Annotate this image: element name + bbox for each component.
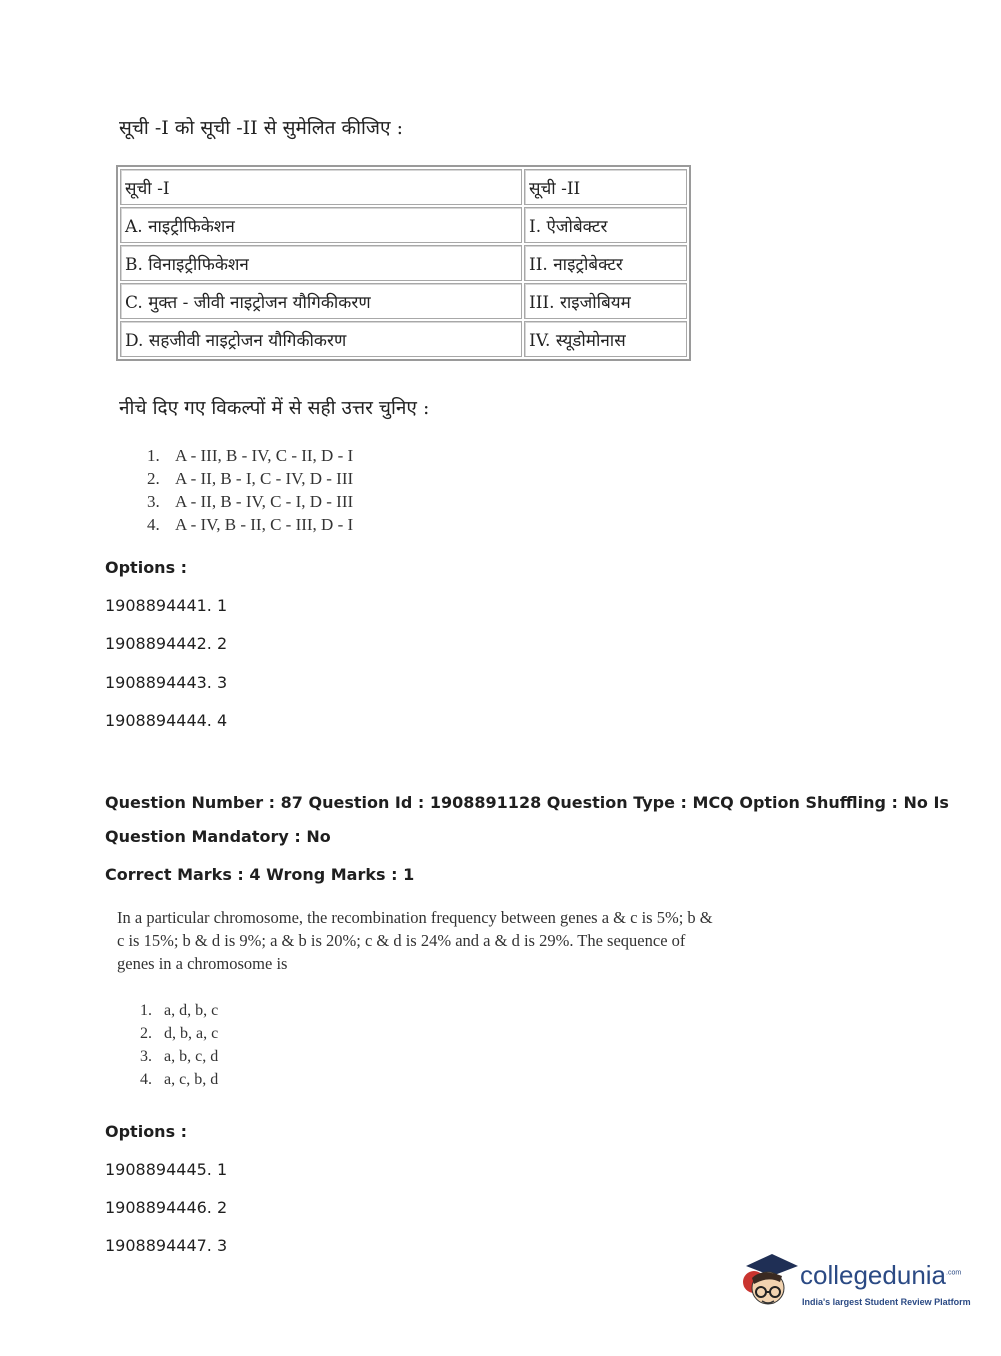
option-item: 1908894443. 3 xyxy=(105,673,228,692)
collegedunia-logo xyxy=(742,1248,972,1316)
table-row xyxy=(120,321,687,357)
table-header-cell: सूची -II xyxy=(524,169,687,205)
choice-number: 1. xyxy=(140,1001,152,1019)
logo-suffix: .com xyxy=(946,1269,962,1277)
table-row xyxy=(120,207,687,243)
table-cell: B. विनाइट्रीफिकेशन xyxy=(120,245,522,281)
option-item: 1908894447. 3 xyxy=(105,1236,228,1255)
choice-item xyxy=(140,1068,218,1091)
table-row xyxy=(120,245,687,281)
choice-text: A - IV, B - II, C - III, D - I xyxy=(175,514,354,534)
choice-text: d, b, a, c xyxy=(164,1024,219,1042)
choose-answer-instruction: नीचे दिए गए विकल्पों में से सही उत्तर चुनिए : xyxy=(119,397,430,419)
table-cell: A. नाइट्रीफिकेशन xyxy=(120,207,522,243)
choice-number: 1. xyxy=(147,445,160,465)
option-item: 1908894445. 1 xyxy=(105,1160,228,1179)
options-label: Options : xyxy=(105,558,188,577)
choice-item xyxy=(147,444,353,467)
choice-text: a, b, c, d xyxy=(164,1047,219,1065)
choice-number: 4. xyxy=(140,1070,152,1088)
table-cell: C. मुक्त - जीवी नाइट्रोजन यौगिकीकरण xyxy=(120,283,522,319)
choice-item xyxy=(147,490,353,513)
choice-text: a, d, b, c xyxy=(164,1001,219,1019)
table-cell: I. ऐजोबेक्टर xyxy=(524,207,687,243)
choice-number: 3. xyxy=(140,1047,152,1065)
choice-item xyxy=(147,467,353,490)
choice-text: A - II, B - IV, C - I, D - III xyxy=(175,491,354,511)
choice-number: 2. xyxy=(147,468,160,488)
question-text: In a particular chromosome, the recombination frequency between genes a & c is 5%; b & c is 15%; b & d is 9%; a & b is 20%; c & d is 24% and a & d is 29%. The sequence of genes in a chromosome is xyxy=(117,908,713,973)
choice-text: a, c, b, d xyxy=(164,1070,219,1088)
option-item: 1908894441. 1 xyxy=(105,596,228,615)
table-cell: II. नाइट्रोबेक्टर xyxy=(524,245,687,281)
choice-text: A - II, B - I, C - IV, D - III xyxy=(175,468,354,488)
logo-name: collegedunia xyxy=(800,1260,947,1290)
question-marks: Correct Marks : 4 Wrong Marks : 1 xyxy=(105,865,415,884)
choice-number: 2. xyxy=(140,1024,152,1042)
logo-tagline: India's largest Student Review Platform xyxy=(802,1297,971,1307)
choice-list xyxy=(140,999,218,1091)
options-label: Options : xyxy=(105,1122,188,1141)
table-header-cell: सूची -I xyxy=(120,169,522,205)
match-table xyxy=(116,165,691,361)
table-row xyxy=(120,283,687,319)
choice-text: A - III, B - IV, C - II, D - I xyxy=(175,445,354,465)
choice-number: 3. xyxy=(147,491,160,511)
choice-item xyxy=(140,999,218,1022)
question-header-line2: Question Mandatory : No xyxy=(105,827,331,846)
table-cell: IV. स्यूडोमोनास xyxy=(524,321,687,357)
table-cell: D. सहजीवी नाइट्रोजन यौगिकीकरण xyxy=(120,321,522,357)
option-item: 1908894446. 2 xyxy=(105,1198,228,1217)
choice-item xyxy=(140,1022,218,1045)
logo-wordmark xyxy=(800,1260,961,1291)
choice-number: 4. xyxy=(147,514,160,534)
table-cell: III. राइजोबियम xyxy=(524,283,687,319)
choice-list xyxy=(147,444,353,536)
mascot-icon xyxy=(742,1248,800,1316)
choice-item xyxy=(147,513,353,536)
option-item: 1908894442. 2 xyxy=(105,634,228,653)
match-instruction: सूची -I को सूची -II से सुमेलित कीजिए : xyxy=(119,117,403,139)
choice-item xyxy=(140,1045,218,1068)
option-item: 1908894444. 4 xyxy=(105,711,228,730)
question-header-line1: Question Number : 87 Question Id : 1908891128 Question Type : MCQ Option Shuffling : No Is xyxy=(105,793,949,812)
table-header-row xyxy=(120,169,687,205)
